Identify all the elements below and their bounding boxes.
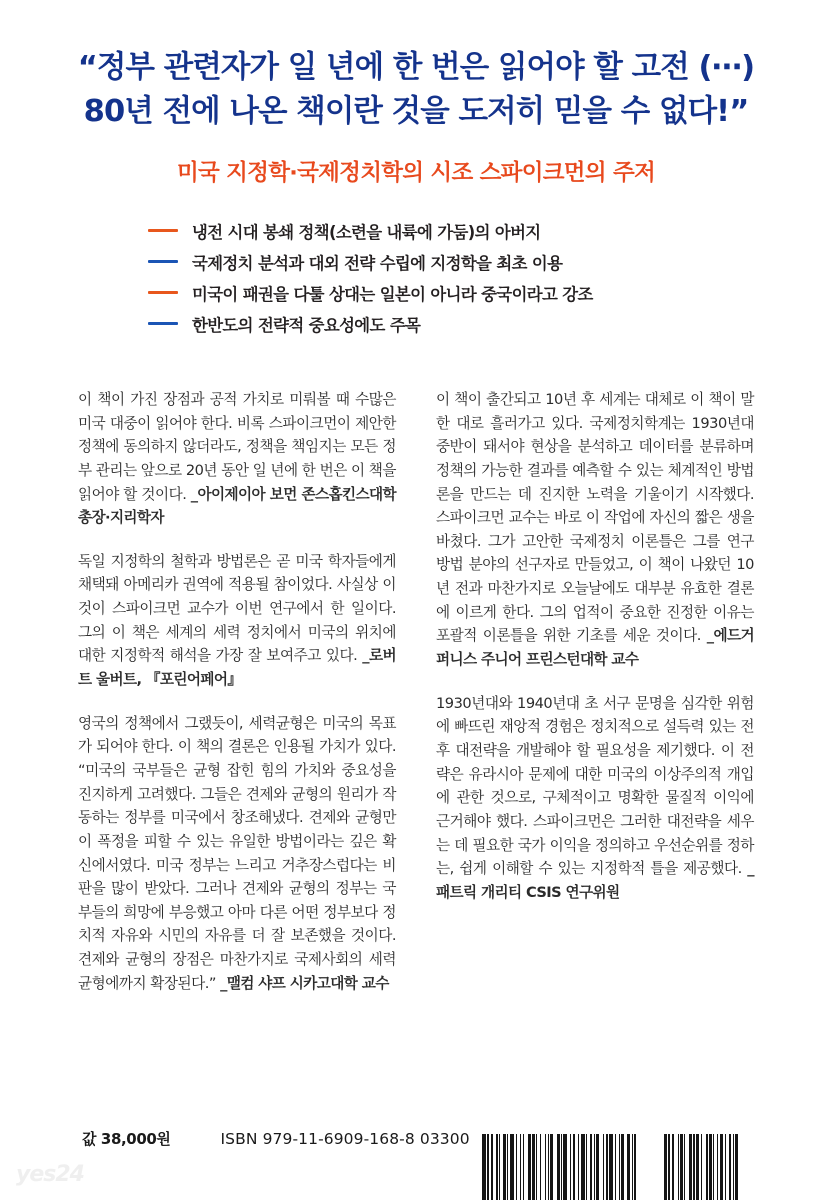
feature-bullet-list	[0, 215, 832, 339]
bullet-dash-icon	[148, 229, 178, 232]
bullet-item	[148, 215, 832, 246]
review-text: 이 책이 출간되고 10년 후 세계는 대체로 이 책이 말한 대로 흘러가고 있다. 국제정치학계는 1930년대 중반이 돼서야 현상을 분석하고 데이터를 분류하며 정책의 가능한 결과를 예측할 수 있는 체계적인 방법론을 만드는 데 진지한 노력을 기울이기 시작했다. 스파이크먼 교수는 바로 이 작업에 자신의 짧은 생을 바쳤다. 그가 고안한 국제정치 이론틀은 그를 연구 방법 분야의 선구자로 만들었고, 이 책이 나왔던 10년 전과 마찬가지로 오늘날에도 대부분 유효한 결론에 이르게 한다. 그의 업적이 중요한 진정한 이유는 포괄적 이론틀을 위한 기초를 세운 것이다.	[436, 391, 754, 645]
review-text: 영국의 정책에서 그랬듯이, 세력균형은 미국의 목표가 되어야 한다. 이 책의 결론은 인용될 가치가 있다. “미국의 국부들은 균형 잡힌 힘의 가치와 중요성을 진지하게 고려했다. 그들은 견제와 균형의 원리가 작동하는 정부를 미국에서 창조해냈다. 견제와 균형만이 폭정을 피할 수 있는 유일한 방법이라는 깊은 확신에서였다. 미국 정부는 느리고 거추장스럽다는 비판을 많이 받았다. 그러나 견제와 균형의 정부는 국부들의 희망에 부응했고 아마 다른 어떤 정부보다 정치적 자유와 시민의 자유를 더 잘 보존했을 것이다. 견제와 균형의 장점은 마찬가지로 국제사회의 세력균형에까지 확장된다.”	[78, 714, 396, 992]
review-text: 1930년대와 1940년대 초 서구 문명을 심각한 위험에 빠뜨린 재앙적 경험은 정치적으로 설득력 있는 전후 대전략을 개발해야 할 필요성을 제기했다. 이 전략은 유라시아 문제에 대한 미국의 이상주의적 개입에 관한 것으로, 구체적이고 명확한 물질적 이익에 근거해야 했다. 스파이크먼은 그러한 대전략을 세우는 데 필요한 국가 이익을 정의하고 우선순위를 정하는, 쉽게 이해할 수 있는 지정학적 틀을 제공했다.	[436, 694, 754, 878]
review-text: 이 책이 가진 장점과 공적 가치로 미뤄볼 때 수많은 미국 대중이 읽어야 한다. 비록 스파이크먼이 제안한 정책에 동의하지 않더라도, 정책을 책임지는 모든 정부 관리는 앞으로 20년 동안 일 년에 한 번은 이 책을 읽어야 할 것이다.	[78, 391, 396, 503]
review-attribution: _로버트 울버트, 『포린어페어』	[78, 647, 396, 689]
isbn-barcode-addon	[664, 1134, 739, 1200]
bullet-label: 국제정치 분석과 대외 전략 수립에 지정학을 최초 이용	[192, 253, 563, 273]
isbn-label: ISBN 979-11-6909-168-8 03300	[220, 1130, 470, 1148]
footer-meta	[82, 1128, 470, 1149]
review-text: 독일 지정학의 철학과 방법론은 곧 미국 학자들에게 채택돼 아메리카 권역에 적용될 참이었다. 사실상 이것이 스파이크먼 교수가 이번 연구에서 한 일이다. 그의 이 책은 세계의 세력 정치에서 미국의 위치에 대한 지정학적 해석을 가장 잘 보여주고 있다.	[78, 552, 396, 665]
bullet-label: 냉전 시대 봉쇄 정책(소련을 내륙에 가둠)의 아버지	[192, 222, 541, 242]
headline-line-2: 80년 전에 나온 책이란 것을 도저히 믿을 수 없다!”	[83, 93, 749, 129]
bullet-dash-icon	[148, 260, 178, 263]
bullet-label: 한반도의 전략적 중요성에도 주목	[192, 315, 421, 335]
review-attribution: _패트릭 개리티 CSIS 연구위원	[436, 860, 754, 901]
review-paragraph	[78, 388, 396, 530]
review-paragraph	[436, 388, 754, 672]
review-attribution: _맬컴 샤프 시카고대학 교수	[220, 974, 389, 992]
left-column	[78, 388, 396, 995]
review-paragraph	[78, 550, 396, 692]
price-label: 값 38,000원	[82, 1130, 171, 1148]
bullet-dash-icon	[148, 291, 178, 294]
bullet-label: 미국이 패권을 다툴 상대는 일본이 아니라 중국이라고 강조	[192, 284, 593, 304]
review-paragraph	[78, 712, 396, 996]
right-column	[436, 388, 754, 995]
subtitle: 미국 지정학·국제정치학의 시조 스파이크먼의 주저	[176, 160, 656, 187]
bullet-dash-icon	[148, 322, 178, 325]
bullet-item	[148, 246, 832, 277]
bullet-item	[148, 277, 832, 308]
barcode-group	[482, 1134, 739, 1200]
bullet-item	[148, 308, 832, 339]
isbn-barcode	[482, 1134, 638, 1200]
review-columns	[78, 388, 754, 995]
review-attribution: _아이제이아 보먼 존스홉킨스대학 총장·지리학자	[78, 485, 396, 527]
site-watermark: yes24	[16, 1162, 84, 1187]
barcode-bar	[636, 1134, 639, 1200]
headline-block	[0, 0, 832, 133]
review-attribution: _에드거 퍼니스 주니어 프린스턴대학 교수	[436, 627, 754, 669]
review-paragraph	[436, 692, 754, 905]
barcode-bar	[738, 1134, 739, 1200]
headline-line-1: “정부 관련자가 일 년에 한 번은 읽어야 할 고전 (⋯)	[77, 50, 755, 85]
